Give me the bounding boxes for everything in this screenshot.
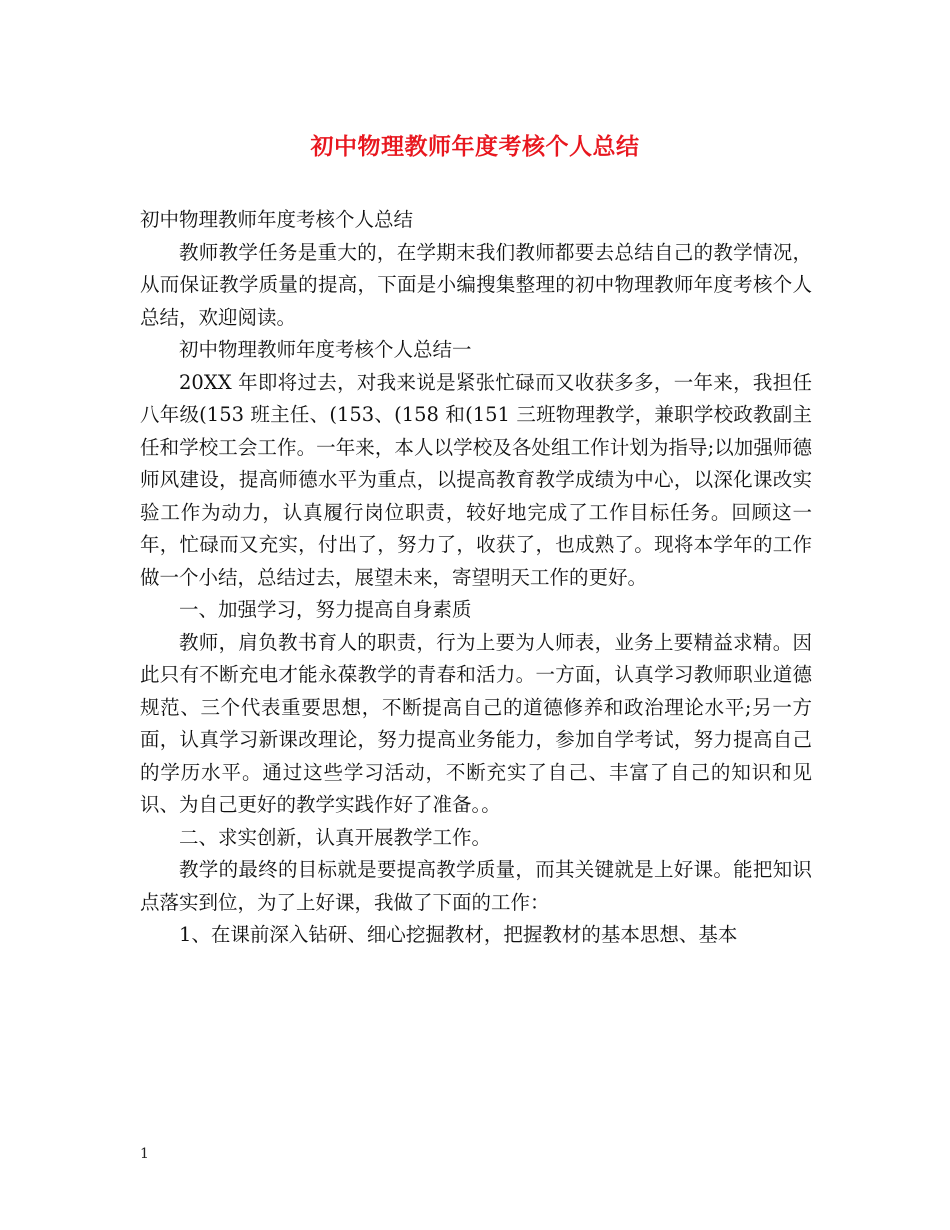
paragraph-heading-2: 二、求实创新，认真开展教学工作。 <box>179 825 492 849</box>
paragraph-section-title: 初中物理教师年度考核个人总结一 <box>179 338 472 361</box>
paragraph-overview: 20XX 年即将过去，对我来说是紧张忙碌而又收获多多，一年来，我担任八年级(153 班主任、(153、(158 和(151 三班物理教学，兼职学校政教副主任和学校工会工作。一年来，本人以学校及各处组工作计划为指导;以加强师德师风建设，提高师德水平为重点，以提高教育教学成绩为中心，以深化课改实验工作为动力，认真履行岗位职责，较好地完成了工作目标任务。回顾这一年，忙碌而又充实，付出了，努力了，收获了，也成熟了。现将本学年的工作做一个小结，总结过去，展望未来，寄望明天工作的更好。 <box>140 370 812 589</box>
document-title: 初中物理教师年度考核个人总结 <box>310 133 640 160</box>
document-body <box>140 204 812 952</box>
page-number: 1 <box>140 1146 149 1162</box>
paragraph-heading-1: 一、加强学习，努力提高自身素质 <box>179 598 472 621</box>
paragraph-intro: 教师教学任务是重大的，在学期末我们教师都要去总结自己的教学情况，从而保证教学质量的提高，下面是小编搜集整理的初中物理教师年度考核个人总结，欢迎阅读。 <box>140 240 812 329</box>
paragraph-item-1: 1、在课前深入钻研、细心挖掘教材，把握教材的基本思想、基本 <box>179 923 738 946</box>
paragraph-study: 教师，肩负教书育人的职责，行为上要为人师表，业务上要精益求精。因此只有不断充电才能永葆教学的青春和活力。一方面，认真学习教师职业道德规范、三个代表重要思想，不断提高自己的道德修养和政治理论水平;另一方面，认真学习新课改理论，努力提高业务能力，参加自学考试，努力提高自己的学历水平。通过这些学习活动，不断充实了自己、丰富了自己的知识和见识、为自己更好的教学实践作好了准备。。 <box>140 630 812 816</box>
paragraph-heading: 初中物理教师年度考核个人总结 <box>140 208 414 231</box>
paragraph-teaching: 教学的最终的目标就是要提高教学质量，而其关键就是上好课。能把知识点落实到位，为了上好课，我做了下面的工作： <box>140 858 812 914</box>
